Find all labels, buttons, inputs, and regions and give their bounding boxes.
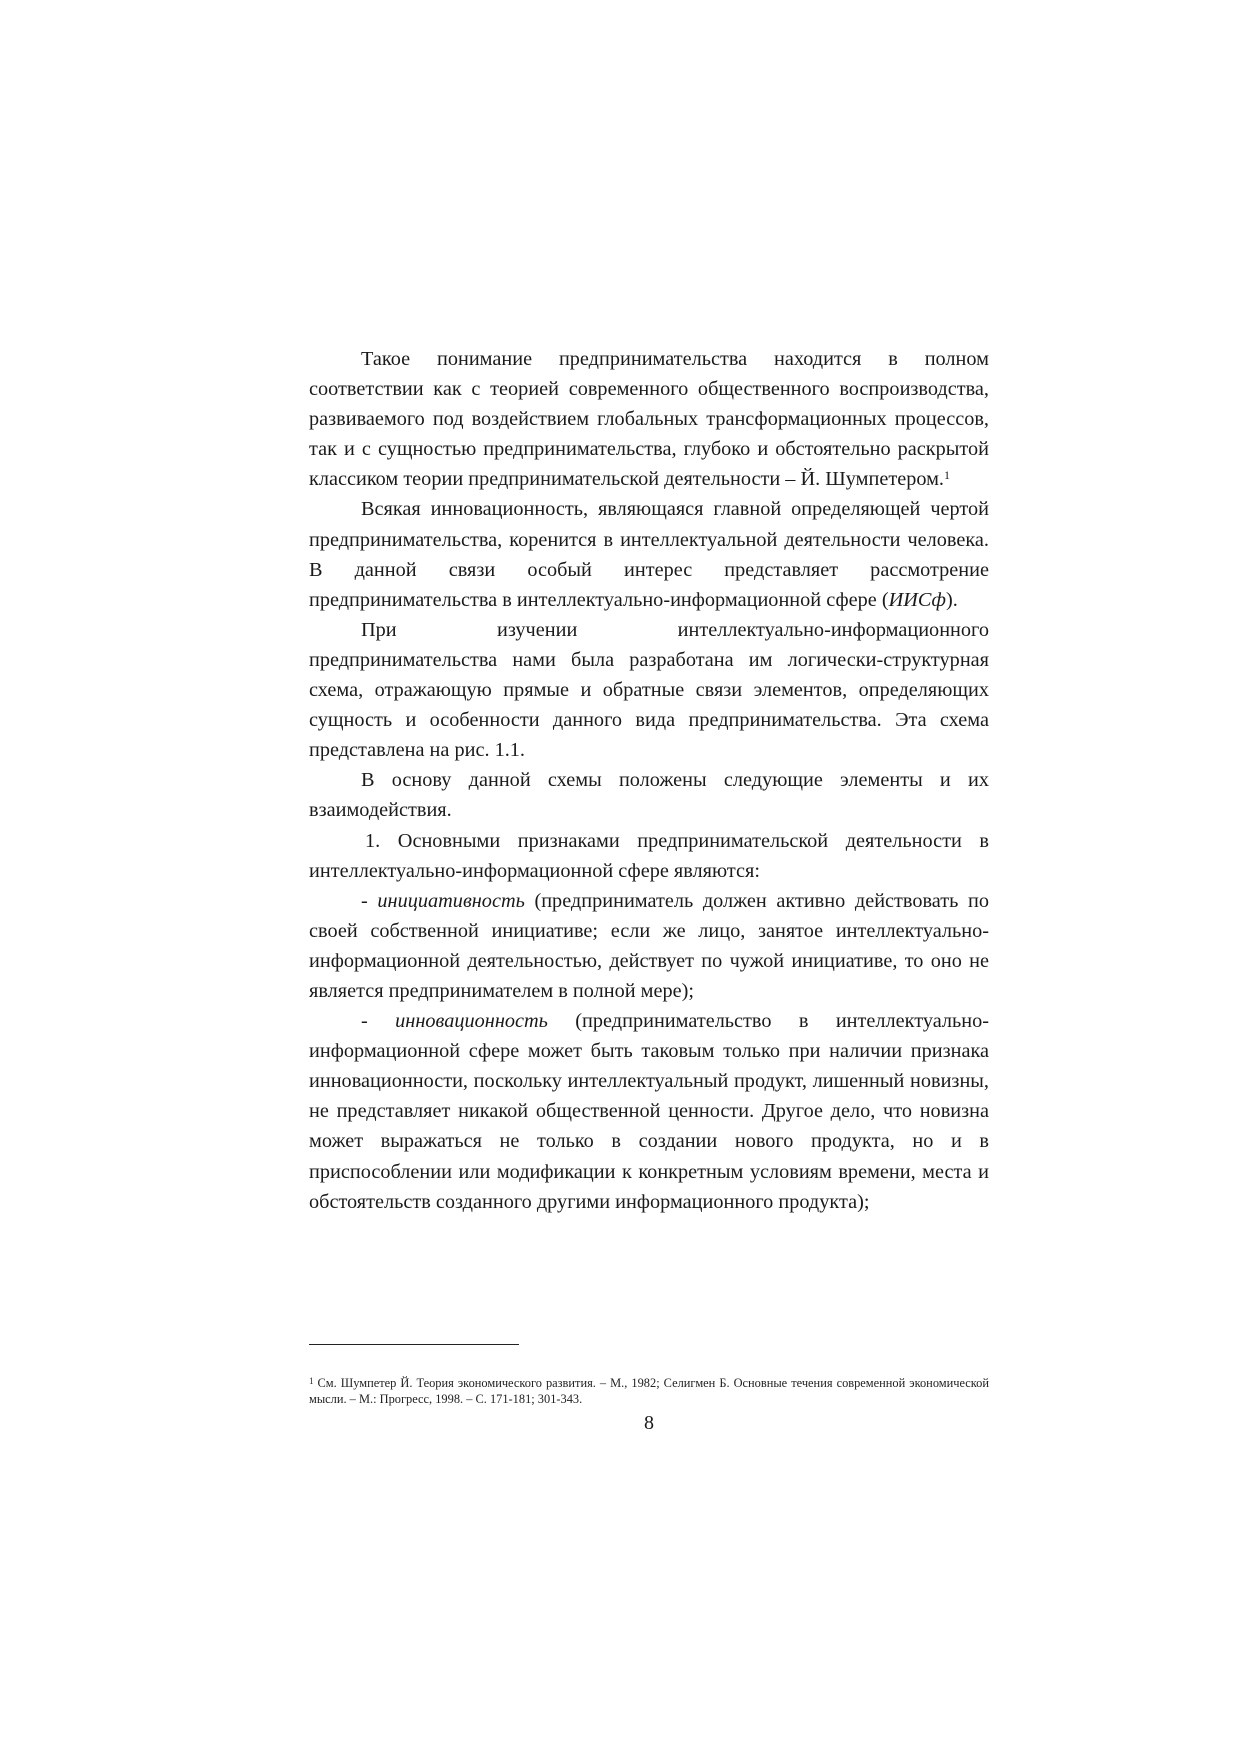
text-segment: Такое понимание предпринимательства находится в полном соответствии как с теорией современного общественного воспроизводства, развиваемого под воздействием глобальных трансформационных процессов, так и с сущностью предпринимательства, глубоко и обстоятельно раскрытой классиком теории предпринимательской деятельности – Й. Шумпетером. [309,348,989,491]
paragraph [309,344,989,494]
text-segment: - [361,1010,396,1033]
paragraph [309,886,989,1006]
text-segment: Всякая инновационность, являющаяся главной определяющей чертой предпринимательства, коренится в интеллектуальной деятельности человека. В данной связи особый интерес представляет рассмотрение предпринимательства в интеллектуально-информационной сфере ( [309,498,989,611]
text-segment: - [361,889,378,912]
paragraph [309,615,989,765]
footnote-reference: 1 [944,468,950,483]
footnote [309,1375,989,1407]
text-segment: 1. Основными признаками предпринимательской деятельности в интеллектуально-информационной сфере являются: [309,829,989,882]
text-segment: ). [945,588,958,611]
paragraph [309,826,989,886]
italic-text: инициативность [377,889,525,912]
paragraph [309,765,989,825]
text-segment: В основу данной схемы положены следующие элементы и их взаимодействия. [309,769,989,822]
text-segment: (предпринимательство в интеллектуально-информационной сфере может быть таковым только при наличии признака инновационности, поскольку интеллектуальный продукт, лишенный новизны, не представляет никакой общественной ценности. Другое дело, что новизна может выражаться не только в создании нового продукта, но и в приспособлении или модификации к конкретным условиям времени, места и обстоятельств созданного другими информационного продукта); [309,1010,989,1213]
italic-text: ИИСф [888,588,946,611]
text-segment: При изучении интеллектуально-информационного предпринимательства нами была разработана им логически-структурная схема, отражающую прямые и обратные связи элементов, определяющих сущность и особенности данного вида предпринимательства. Эта схема представлена на рис. 1.1. [309,618,989,762]
italic-text: инновационность [395,1010,548,1033]
page-number: 8 [644,1412,654,1434]
footnote-text: См. Шумпетер Й. Теория экономического развития. – М., 1982; Селигмен Б. Основные течения современной экономической мысли. – М.: Прогресс, 1998. – С. 171-181; 301-343. [309,1376,989,1406]
text-segment: (предприниматель должен активно действовать по своей собственной инициативе; если же лицо, занятое интеллектуально-информационной деятельностью, действует по чужой инициативе, то оно не является предпринимателем в полной мере); [309,889,990,1002]
body-text [309,344,989,1217]
footnote-mark: 1 [309,1376,314,1386]
paragraph [309,494,989,614]
footnote-separator [309,1344,519,1345]
paragraph [309,1006,989,1217]
